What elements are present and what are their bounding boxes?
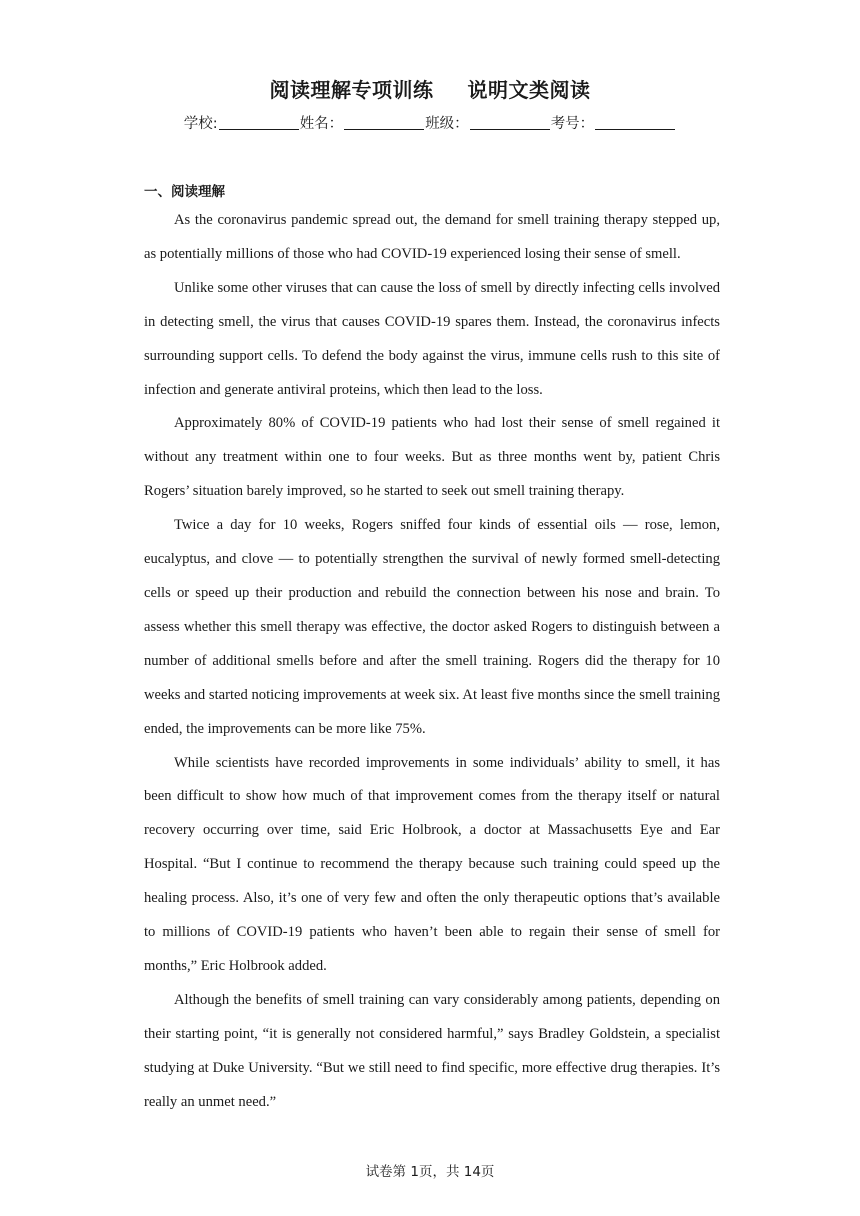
title-part-2: 说明文类阅读	[467, 78, 591, 102]
class-blank	[470, 115, 550, 130]
passage-paragraph-3: Approximately 80% of COVID-19 patients who had lost their sense of smell regained it without any treatment within one to four weeks. But as three months went by, patient Chris Rogers’ situation barely improved, so he started to seek out smell training therapy.	[144, 415, 720, 500]
page-footer: 试卷第 1页，共 14页	[365, 1164, 495, 1180]
section-heading: 一、阅读理解	[144, 184, 225, 200]
school-label: 学校:	[183, 116, 218, 132]
exam-number-label: 考号：	[550, 116, 595, 132]
title-part-1: 阅读理解专项训练	[269, 78, 434, 102]
name-blank	[344, 115, 424, 130]
passage-paragraph-1: As the coronavirus pandemic spread out, the demand for smell training therapy stepped up, as potentially millions of those who had COVID-19 experienced losing their sense of smell.	[144, 212, 720, 262]
passage-paragraph-4: Twice a day for 10 weeks, Rogers sniffed four kinds of essential oils — rose, lemon, eucalyptus, and clove — to potentially strengthen the survival of newly formed smell-detecting cells or speed up their production and rebuild the connection between his nose and brain. To assess whether this smell therapy was effective, the doctor asked Rogers to distinguish between a number of additional smells before and after the smell training. Rogers did the therapy for 10 weeks and started noticing improvements at week six. At least five months since the smell training ended, the improvements can be more like 75%.	[144, 517, 720, 737]
passage-paragraph-5: While scientists have recorded improvements in some individuals’ ability to smell, it has been difficult to show how much of that improvement comes from the therapy itself or natural recovery occurring over time, said Eric Holbrook, a doctor at Massachusetts Eye and Ear Hospital. “But I continue to recommend the therapy because such training could speed up the healing process. Also, it’s one of very few and often the only therapeutic options that’s available to millions of COVID-19 patients who haven’t been able to regain their sense of smell for months,” Eric Holbrook added.	[144, 754, 720, 974]
page-title	[0, 74, 860, 103]
passage-paragraph-6: Although the benefits of smell training can vary considerably among patients, depending on their starting point, “it is generally not considered harmful,” says Bradley Goldstein, a specialist studying at Duke University. “But we still need to find specific, more effective drug therapies. It’s really an unmet need.”	[144, 991, 720, 1110]
student-info-line	[0, 112, 860, 133]
name-label: 姓名：	[299, 116, 344, 132]
school-blank	[219, 115, 299, 130]
class-label: 班级：	[425, 116, 469, 132]
reading-passage	[144, 204, 720, 1119]
passage-paragraph-2: Unlike some other viruses that can cause the loss of smell by directly infecting cells involved in detecting smell, the virus that causes COVID-19 spares them. Instead, the coronavirus infects surrounding support cells. To defend the body against the virus, immune cells rush to this site of infection and generate antiviral proteins, which then lead to the loss.	[144, 279, 720, 398]
exam-number-blank	[595, 115, 675, 130]
